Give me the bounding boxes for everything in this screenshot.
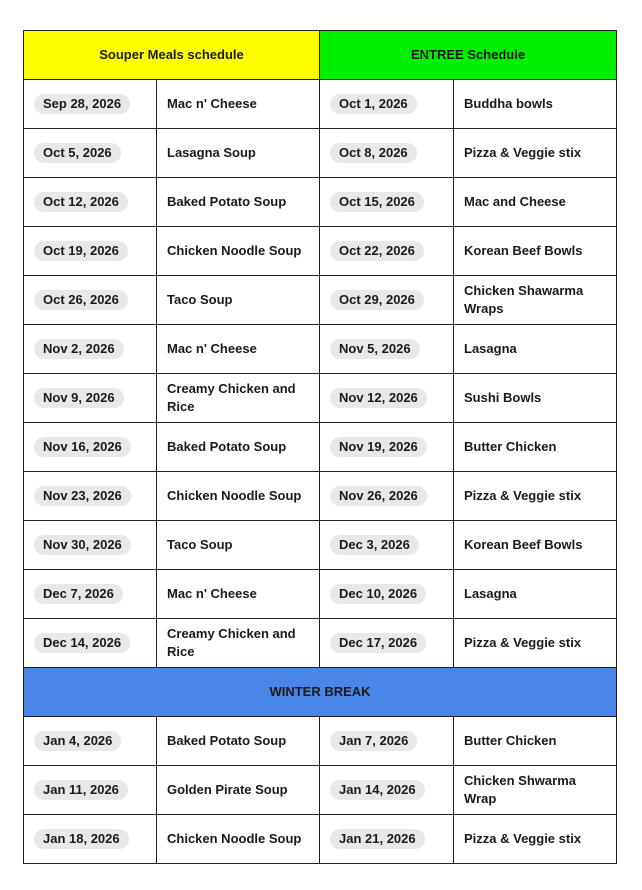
entree-date-cell xyxy=(320,276,454,325)
entree-date-cell xyxy=(320,178,454,227)
schedule-row xyxy=(24,570,617,619)
entree-meal: Pizza & Veggie stix xyxy=(454,472,617,521)
entree-date: Nov 12, 2026 xyxy=(330,388,427,408)
schedule-row xyxy=(24,472,617,521)
souper-date: Oct 26, 2026 xyxy=(34,290,128,310)
entree-meal: Butter Chicken xyxy=(454,717,617,766)
schedule-row xyxy=(24,325,617,374)
entree-date: Oct 22, 2026 xyxy=(330,241,424,261)
meal-schedule-table xyxy=(23,30,617,864)
entree-meal: Sushi Bowls xyxy=(454,374,617,423)
souper-date-cell xyxy=(24,227,157,276)
schedule-row xyxy=(24,619,617,668)
souper-date: Sep 28, 2026 xyxy=(34,94,130,114)
entree-meal: Chicken Shawarma Wraps xyxy=(454,276,617,325)
schedule-row xyxy=(24,815,617,864)
souper-date: Oct 12, 2026 xyxy=(34,192,128,212)
entree-date-cell xyxy=(320,521,454,570)
souper-date-cell xyxy=(24,766,157,815)
entree-date: Nov 5, 2026 xyxy=(330,339,420,359)
souper-meal: Baked Potato Soup xyxy=(157,178,320,227)
souper-date: Nov 9, 2026 xyxy=(34,388,124,408)
schedule-row xyxy=(24,766,617,815)
souper-meal: Golden Pirate Soup xyxy=(157,766,320,815)
souper-meal: Creamy Chicken and Rice xyxy=(157,374,320,423)
souper-date-cell xyxy=(24,423,157,472)
entree-date: Oct 8, 2026 xyxy=(330,143,417,163)
souper-meal: Taco Soup xyxy=(157,276,320,325)
entree-date-cell xyxy=(320,717,454,766)
entree-date-cell xyxy=(320,472,454,521)
entree-meal: Mac and Cheese xyxy=(454,178,617,227)
souper-date-cell xyxy=(24,521,157,570)
entree-date-cell xyxy=(320,80,454,129)
souper-date: Nov 2, 2026 xyxy=(34,339,124,359)
entree-date: Nov 19, 2026 xyxy=(330,437,427,457)
entree-meal: Pizza & Veggie stix xyxy=(454,129,617,178)
souper-date-cell xyxy=(24,619,157,668)
entree-date: Dec 17, 2026 xyxy=(330,633,426,653)
souper-date: Jan 11, 2026 xyxy=(34,780,128,800)
schedule-row xyxy=(24,227,617,276)
souper-date: Dec 14, 2026 xyxy=(34,633,130,653)
entree-meal: Lasagna xyxy=(454,570,617,619)
entree-meal: Pizza & Veggie stix xyxy=(454,815,617,864)
souper-date: Nov 23, 2026 xyxy=(34,486,131,506)
souper-meal: Creamy Chicken and Rice xyxy=(157,619,320,668)
entree-date: Oct 1, 2026 xyxy=(330,94,417,114)
souper-meal: Baked Potato Soup xyxy=(157,423,320,472)
entree-date: Dec 10, 2026 xyxy=(330,584,426,604)
entree-date-cell xyxy=(320,619,454,668)
souper-date: Oct 19, 2026 xyxy=(34,241,128,261)
entree-meal: Pizza & Veggie stix xyxy=(454,619,617,668)
souper-date-cell xyxy=(24,276,157,325)
souper-meal: Taco Soup xyxy=(157,521,320,570)
souper-date-cell xyxy=(24,374,157,423)
entree-date-cell xyxy=(320,129,454,178)
souper-meal: Mac n' Cheese xyxy=(157,570,320,619)
entree-date-cell xyxy=(320,325,454,374)
schedule-row xyxy=(24,80,617,129)
entree-meal: Chicken Shwarma Wrap xyxy=(454,766,617,815)
souper-date: Oct 5, 2026 xyxy=(34,143,121,163)
schedule-row xyxy=(24,717,617,766)
souper-date-cell xyxy=(24,80,157,129)
schedule-body xyxy=(24,31,617,864)
souper-date-cell xyxy=(24,570,157,619)
schedule-row xyxy=(24,423,617,472)
souper-meal: Mac n' Cheese xyxy=(157,325,320,374)
schedule-row xyxy=(24,521,617,570)
souper-date-cell xyxy=(24,178,157,227)
entree-date: Nov 26, 2026 xyxy=(330,486,427,506)
header-row xyxy=(24,31,617,80)
entree-meal: Korean Beef Bowls xyxy=(454,227,617,276)
souper-date: Jan 18, 2026 xyxy=(34,829,129,849)
schedule-row xyxy=(24,276,617,325)
souper-date: Nov 16, 2026 xyxy=(34,437,131,457)
entree-meal: Buddha bowls xyxy=(454,80,617,129)
entree-date-cell xyxy=(320,374,454,423)
souper-meal: Lasagna Soup xyxy=(157,129,320,178)
entree-meal: Butter Chicken xyxy=(454,423,617,472)
souper-meal: Chicken Noodle Soup xyxy=(157,472,320,521)
souper-date-cell xyxy=(24,325,157,374)
entree-date: Jan 14, 2026 xyxy=(330,780,425,800)
entree-date-cell xyxy=(320,815,454,864)
souper-date-cell xyxy=(24,472,157,521)
souper-meal: Mac n' Cheese xyxy=(157,80,320,129)
souper-date-cell xyxy=(24,717,157,766)
winter-break-row xyxy=(24,668,617,717)
souper-date: Dec 7, 2026 xyxy=(34,584,123,604)
souper-date-cell xyxy=(24,815,157,864)
schedule-row xyxy=(24,129,617,178)
entree-date: Oct 29, 2026 xyxy=(330,290,424,310)
entree-date-cell xyxy=(320,227,454,276)
entree-date-cell xyxy=(320,766,454,815)
schedule-row xyxy=(24,178,617,227)
entree-date: Oct 15, 2026 xyxy=(330,192,424,212)
entree-header: ENTREE Schedule xyxy=(320,31,617,80)
souper-meal: Chicken Noodle Soup xyxy=(157,815,320,864)
souper-meals-header: Souper Meals schedule xyxy=(24,31,320,80)
entree-date-cell xyxy=(320,570,454,619)
entree-date: Dec 3, 2026 xyxy=(330,535,419,555)
souper-meal: Baked Potato Soup xyxy=(157,717,320,766)
entree-date-cell xyxy=(320,423,454,472)
entree-date: Jan 21, 2026 xyxy=(330,829,425,849)
schedule-row xyxy=(24,374,617,423)
winter-break-label: WINTER BREAK xyxy=(24,668,617,717)
entree-date: Jan 7, 2026 xyxy=(330,731,417,751)
souper-date: Jan 4, 2026 xyxy=(34,731,121,751)
entree-meal: Lasagna xyxy=(454,325,617,374)
souper-date-cell xyxy=(24,129,157,178)
souper-date: Nov 30, 2026 xyxy=(34,535,131,555)
souper-meal: Chicken Noodle Soup xyxy=(157,227,320,276)
entree-meal: Korean Beef Bowls xyxy=(454,521,617,570)
